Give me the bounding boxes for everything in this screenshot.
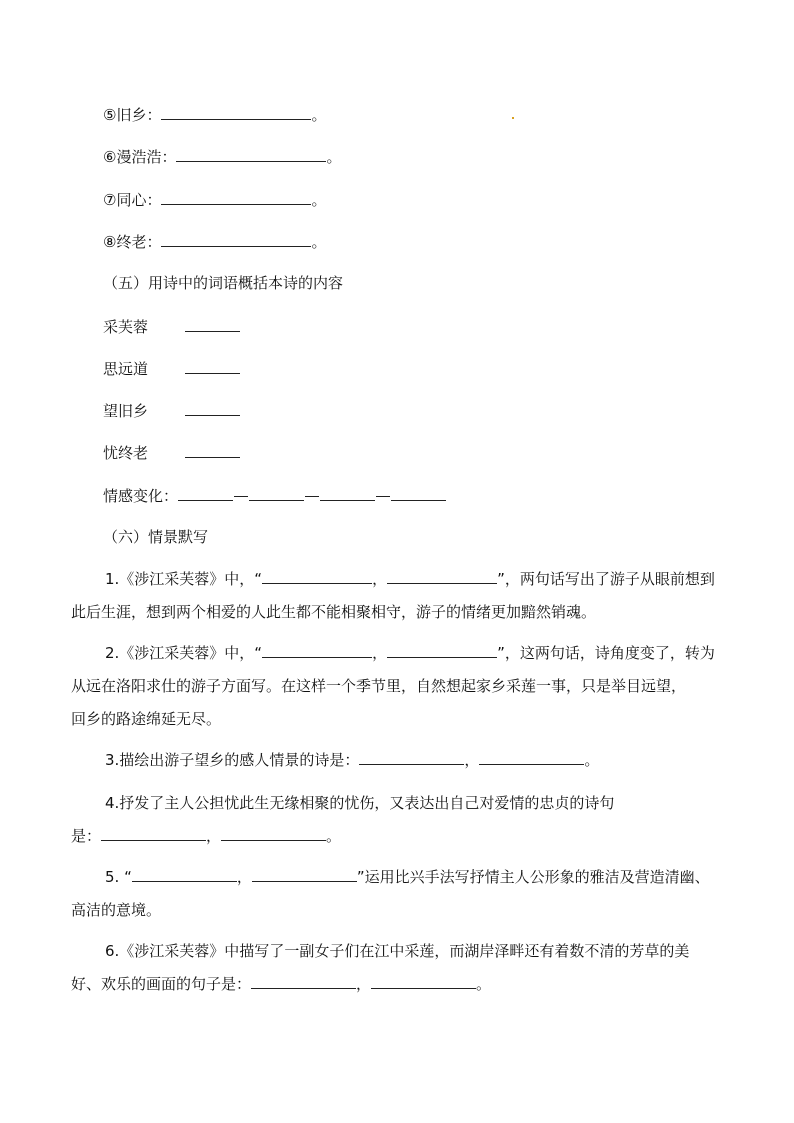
section-5-title: （五）用诗中的词语概括本诗的内容 bbox=[103, 274, 344, 292]
summary-row-1 bbox=[103, 316, 240, 337]
answer-blank[interactable] bbox=[176, 146, 326, 162]
definition-6 bbox=[103, 146, 341, 167]
punct: ， bbox=[356, 975, 372, 993]
question-text: 回乡的路途绵延无尽。 bbox=[71, 710, 222, 728]
question-text: 是： bbox=[71, 827, 102, 845]
question-text: ”，这两句话，诗角度变了，转为 bbox=[497, 644, 715, 662]
question-5 bbox=[71, 861, 731, 927]
section-6-title: （六）情景默写 bbox=[103, 528, 209, 546]
answer-blank[interactable] bbox=[262, 642, 372, 658]
punct: ， bbox=[236, 868, 252, 886]
answer-blank[interactable] bbox=[387, 642, 497, 658]
question-text: 6.《涉江采芙蓉》中描写了一副女子们在江中采莲，而湖岸泽畔还有着数不清的芳草的美 bbox=[105, 942, 690, 960]
answer-blank[interactable] bbox=[371, 973, 476, 989]
question-text: ”运用比兴手法写抒情主人公形象的雅洁及营造清幽、 bbox=[356, 868, 710, 886]
punct: 。 bbox=[311, 106, 327, 124]
answer-blank[interactable] bbox=[185, 358, 240, 374]
answer-blank[interactable] bbox=[251, 973, 356, 989]
question-text: 4.抒发了主人公担忧此生无缘相聚的忧伤，又表达出自己对爱情的忠贞的诗句 bbox=[105, 794, 615, 812]
answer-blank[interactable] bbox=[161, 104, 311, 120]
summary-row-2 bbox=[103, 358, 240, 379]
question-1 bbox=[71, 563, 731, 629]
question-text: 1.《涉江采芙蓉》中，“ bbox=[105, 570, 263, 588]
answer-blank[interactable] bbox=[185, 316, 240, 332]
definition-label: ⑥漫浩浩： bbox=[103, 148, 177, 166]
answer-blank[interactable] bbox=[178, 485, 233, 501]
question-3 bbox=[71, 744, 731, 777]
summary-item: 望旧乡 bbox=[103, 402, 149, 420]
definition-8 bbox=[103, 231, 326, 252]
emotion-label: 情感变化： bbox=[103, 487, 179, 505]
summary-item: 采芙蓉 bbox=[103, 318, 149, 336]
emotion-change-row bbox=[103, 485, 446, 506]
answer-blank[interactable] bbox=[101, 825, 206, 841]
punct: ， bbox=[372, 644, 388, 662]
answer-blank[interactable] bbox=[249, 485, 304, 501]
answer-blank[interactable] bbox=[391, 485, 446, 501]
answer-blank[interactable] bbox=[132, 866, 237, 882]
punct: 。 bbox=[584, 751, 600, 769]
definition-label: ⑤旧乡： bbox=[103, 106, 162, 124]
stray-dot bbox=[512, 117, 514, 119]
punct: ， bbox=[206, 827, 222, 845]
summary-row-4 bbox=[103, 442, 240, 463]
question-text: 从远在洛阳求仕的游子方面写。在这样一个季节里，自然想起家乡采莲一事，只是举目远望， bbox=[71, 677, 687, 695]
dash bbox=[305, 496, 319, 497]
answer-blank[interactable] bbox=[387, 568, 497, 584]
answer-blank[interactable] bbox=[479, 749, 584, 765]
question-text: 此后生涯，想到两个相爱的人此生都不能相聚相守，游子的情绪更加黯然销魂。 bbox=[71, 603, 597, 621]
answer-blank[interactable] bbox=[320, 485, 375, 501]
answer-blank[interactable] bbox=[185, 442, 240, 458]
answer-blank[interactable] bbox=[262, 568, 372, 584]
definition-label: ⑧终老： bbox=[103, 233, 162, 251]
summary-item: 忧终老 bbox=[103, 444, 149, 462]
dash bbox=[376, 496, 390, 497]
punct: 。 bbox=[326, 827, 342, 845]
question-text: ”，两句话写出了游子从眼前想到 bbox=[497, 570, 715, 588]
definition-7 bbox=[103, 189, 326, 210]
definition-label: ⑦同心： bbox=[103, 191, 162, 209]
answer-blank[interactable] bbox=[161, 231, 311, 247]
question-text: 好、欢乐的画面的句子是： bbox=[71, 975, 252, 993]
punct: ， bbox=[372, 570, 388, 588]
question-2 bbox=[71, 637, 731, 736]
punct: ， bbox=[464, 751, 480, 769]
definition-5 bbox=[103, 104, 326, 125]
summary-item: 思远道 bbox=[103, 360, 149, 378]
question-6 bbox=[71, 935, 731, 1001]
answer-blank[interactable] bbox=[221, 825, 326, 841]
answer-blank[interactable] bbox=[359, 749, 464, 765]
punct: 。 bbox=[476, 975, 492, 993]
question-text: 2.《涉江采芙蓉》中，“ bbox=[105, 644, 263, 662]
answer-blank[interactable] bbox=[185, 400, 240, 416]
punct: 。 bbox=[326, 148, 342, 166]
question-text: 3.描绘出游子望乡的感人情景的诗是： bbox=[105, 751, 360, 769]
question-text: 高洁的意境。 bbox=[71, 901, 162, 919]
punct: 。 bbox=[311, 191, 327, 209]
summary-row-3 bbox=[103, 400, 240, 421]
question-4 bbox=[71, 787, 731, 853]
answer-blank[interactable] bbox=[161, 189, 311, 205]
answer-blank[interactable] bbox=[252, 866, 357, 882]
dash bbox=[234, 496, 248, 497]
question-text: 5. “ bbox=[105, 868, 132, 886]
punct: 。 bbox=[311, 233, 327, 251]
